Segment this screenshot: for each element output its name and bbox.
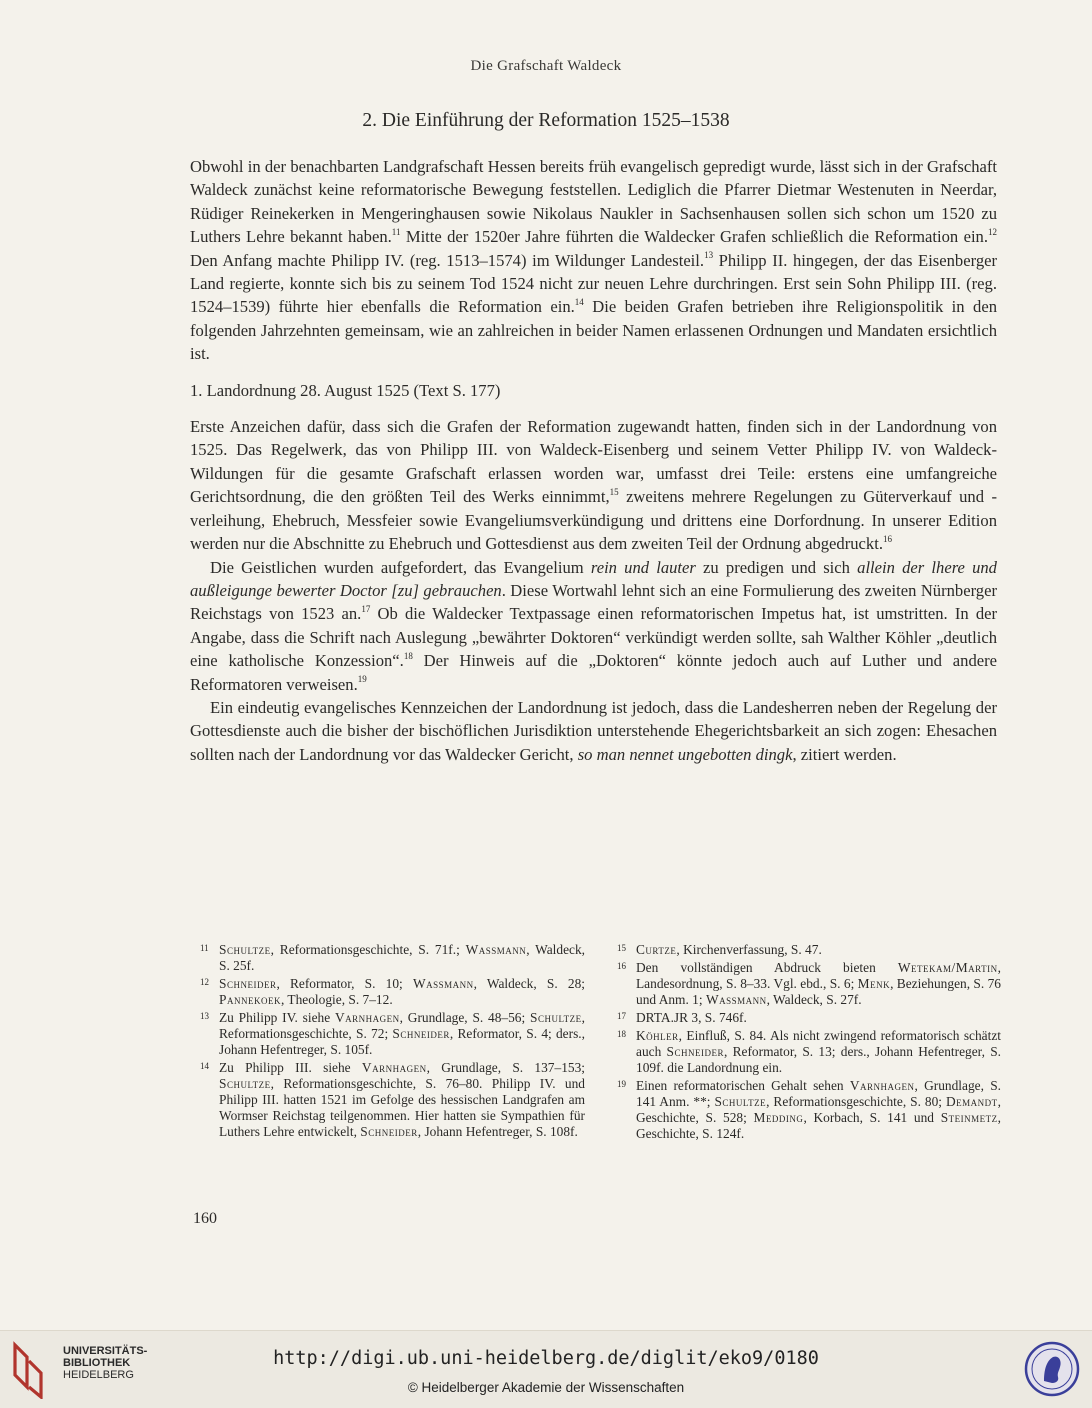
footnote-ref[interactable]: 18 [403,650,413,661]
footnote-ref[interactable]: 19 [357,674,367,684]
paragraph: Obwohl in der benachbarten Landgrafschaft Hessen bereits früh evangelisch gepredigt wurde, lässt sich in der Grafschaft Waldeck zunächst keine reformatorische Bewegung feststellen. Lediglich die Pfarrer Dietmar Westenuten in Neerdar, Rüdiger Reinekerken in Mengeringhausen sowie Nikolaus Naukler in Sachsenhausen sollen sich schon um 1520 zu Luthers Lehre bekannt haben.$^{11}$ Mitte der 1520er Jahre führten die Waldecker Grafen schließlich die Reformation ein.$^{12}$ Den Anfang machte Philipp IV. (reg. 1513–1574) im Wildunger Landesteil.$^{13}$ Philipp II. hingegen, der das Eisenberger Land regierte, konnte sich bis zu seinem Tod 1524 nicht zur neuen Lehre durchringen. Erst sein Sohn Philipp III. (reg. 1524–1539) führte hier ebenfalls die Reformation ein.$^{14}$ Die beiden Grafen betrieben ihre Religionspolitik in den folgenden Jahrzehnten gemeinsam, wie an zahlreichen in beider Namen erlassenen Ordnungen und Mandaten ersichtlich ist. [190,157,998,364]
paragraph: Die Geistlichen wurden aufgefordert, das Evangelium rein und lauter zu predigen und sich allein der lhere und außleigunge bewerter Doctor [zu] gebrauchen. Diese Wortwahl lehnt sich an eine Formulierung des zweiten Nürnberger Reichstags von 1523 an.$^{17}$ Ob die Waldecker Textpassage einen reformatorischen Impetus hat, ist umstritten. In der Angabe, dass die Schrift nach Auslegung „bewährter Doktoren“ verkündigt werden sollte, sah Walther Köhler „deutlich eine katholische Konzession“.$^{18}$ Der Hinweis auf die „Doktoren“ könnte jedoch auch auf Luther und andere Reformatoren verweisen.$^{19}$ [190,557,998,694]
quotation: so man nennet ungebotten dingk [577,744,793,764]
copyright-notice: © Heidelberger Akademie der Wissenschaften [407,1380,685,1395]
footnote: 11 Schultze, Reformationsgeschichte, S. 71f.; Wassmann, Waldeck, S. 25f. [200,942,585,973]
footnote: 18 Köhler, Einfluß, S. 84. Als nicht zwingend reformatorisch schätzt auch Schneider, Reformator, S. 13; ders., Johann Hefentreger, S. 109f. die Landordnung ein. [617,1028,1001,1075]
footnote-ref[interactable]: 15 [609,486,619,497]
footnote: 19 Einen reformatorischen Gehalt sehen Varnhagen, Grundlage, S. 141 Anm. **; Schultze, Reformationsgeschichte, S. 80; Demandt, Geschichte, S. 528; Medding, Korbach, S. 141 und Steinmetz, Geschichte, S. 124f. [617,1078,1001,1141]
document-url-link[interactable]: http://digi.ub.uni-heidelberg.de/diglit/eko9/0180 [273,1348,819,1369]
footnote-ref[interactable]: 14 [574,296,584,307]
footnote-ref[interactable]: 16 [882,533,892,544]
chapter-title: 2. Die Einführung der Reformation 1525–1538 [362,110,730,131]
footnote: 16 Den vollständigen Abdruck bieten Wetekam/Martin, Landesordnung, S. 8–33. Vgl. ebd., S. 6; Menk, Beziehungen, S. 76 und Anm. 1; Wassmann, Waldeck, S. 27f. [617,960,1002,1007]
footnote: 14 Zu Philipp III. siehe Varnhagen, Grundlage, S. 137–153; Schultze, Reformationsgeschichte, S. 76–80. Philipp IV. und Philipp III. hatten 1521 im Gefolge des hessischen Landgrafen am Wormser Reichstag teilgenommen. Hier hatten sie Sympathien für Luthers Lehre entwickelt, Schneider, Johann Hefentreger, S. 108f. [200,1060,585,1139]
footnote: 17 DRTA.JR 3, S. 746f. [617,1010,747,1025]
library-footer [0,1330,1092,1408]
footnote: 15 Curtze, Kirchenverfassung, S. 47. [617,942,822,957]
footnote-ref[interactable]: 11 [391,226,401,237]
footnote-column-left [200,942,585,1142]
running-head: Die Grafschaft Waldeck [470,58,622,74]
footnote-ref[interactable]: 12 [988,226,997,237]
footnote-ref[interactable]: 13 [704,250,714,261]
academy-seal-icon[interactable] [1024,1341,1080,1397]
footnote: 12 Schneider, Reformator, S. 10; Wassmann, Waldeck, S. 28; Pannekoek, Theologie, S. 7–12. [200,976,585,1007]
footnote: 13 Zu Philipp IV. siehe Varnhagen, Grundlage, S. 48–56; Schultze, Reformationsgeschichte, S. 72; Schneider, Reformator, S. 4; ders., Johann Hefentreger, S. 105f. [200,1010,585,1057]
library-logo-text[interactable]: UNIVERSITÄTS- BIBLIOTHEK HEIDELBERG [63,1345,148,1381]
page-number: 160 [193,1210,217,1227]
body-text [190,155,997,766]
quotation: allein der lhere und außleigunge bewerter Doctor [zu] gebrauchen [190,557,997,600]
quotation: rein und lauter [590,557,696,577]
paragraph: Ein eindeutig evangelisches Kennzeichen der Landordnung ist jedoch, dass die Landesherren neben der Regelung der Gottesdienste auch die bisher der bischöflichen Jurisdiktion unterstehende Ehegerichtsbarkeit an sich zogen: Ehesachen sollten nach der Landordnung vor das Waldecker Gericht, so man nennet ungebotten dingk, zitiert werden. [190,697,997,764]
footnote-ref[interactable]: 17 [361,603,371,614]
paragraph: Erste Anzeichen dafür, dass sich die Grafen der Reformation zugewandt hatten, finden sich in der Landordnung von 1525. Das Regelwerk, das von Philipp III. von Waldeck-Eisenberg und seinem Vetter Philipp IV. von Waldeck-Wildungen für die gesamte Grafschaft erlassen worden war, umfasst drei Teile: erstens eine umfangreiche Gerichtsordnung, die den größten Teil des Werks einnimmt,$^{15}$ zweitens mehrere Regelungen zu Güterverkauf und -verleihung, Ehebruch, Messfeier sowie Evangeliumsverkündigung und drittens eine Dorfordnung. In unserer Edition werden nur die Abschnitte zu Ehebruch und Gottesdienst aus dem zweiten Teil der Ordnung abgedruckt.$^{16}$ [190,417,997,554]
section-subheading: 1. Landordnung 28. August 1525 (Text S. 177) [190,380,501,400]
footnote-column-right [617,942,1001,1144]
